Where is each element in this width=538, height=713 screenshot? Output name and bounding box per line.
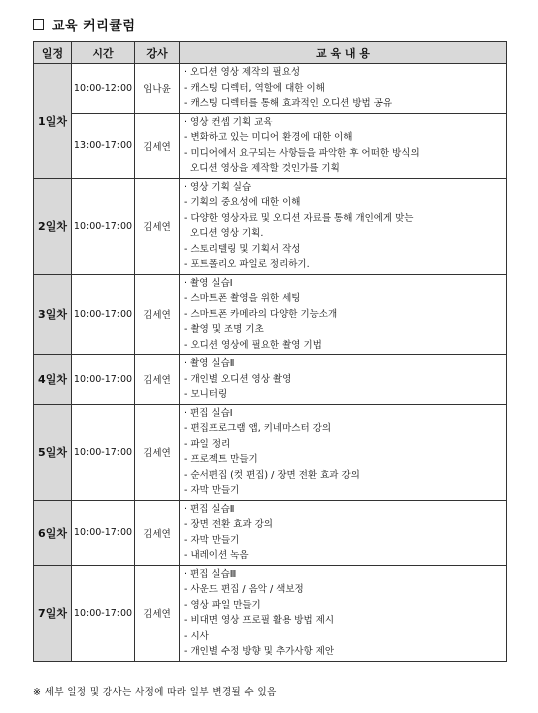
curriculum-body <box>34 64 507 662</box>
content-line: 오디션 영상 기획. <box>184 228 264 239</box>
header-content: 교 육 내 용 <box>180 42 507 64</box>
header-row <box>34 42 507 64</box>
content-line: · 촬영 실습Ⅰ <box>184 277 233 289</box>
table-row <box>34 565 507 661</box>
content-cell <box>180 565 507 661</box>
table-row <box>34 113 507 178</box>
header-time: 시간 <box>72 42 135 64</box>
content-line: - 스마트폰 카메라의 다양한 기능소개 <box>184 308 338 320</box>
content-line: - 편집프로그램 앱, 키네마스터 강의 <box>184 423 332 434</box>
header-instructor: 강사 <box>135 42 180 64</box>
day-cell: 7일차 <box>34 565 72 661</box>
content-cell <box>180 500 507 565</box>
instructor-cell: 김세연 <box>135 178 180 274</box>
day-cell: 1일차 <box>34 64 72 179</box>
time-cell: 10:00-17:00 <box>72 274 135 355</box>
time-cell: 10:00-17:00 <box>72 500 135 565</box>
content-line: - 개인별 수정 방향 및 추가사항 제안 <box>184 646 335 657</box>
content-line: - 프로젝트 만들기 <box>184 454 258 465</box>
content-line: · 편집 실습Ⅲ <box>184 568 237 580</box>
instructor-cell: 김세연 <box>135 404 180 500</box>
content-line: - 캐스팅 디렉터, 역할에 대한 이해 <box>184 82 325 94</box>
time-cell: 10:00-12:00 <box>72 64 135 114</box>
checkbox-square-icon <box>33 19 44 30</box>
content-cell <box>180 113 507 178</box>
content-line: - 기획의 중요성에 대한 이해 <box>184 197 301 208</box>
curriculum-table <box>33 41 507 662</box>
content-line: - 사운드 편집 / 음악 / 색보정 <box>184 584 304 595</box>
content-line: - 영상 파일 만들기 <box>184 599 261 611</box>
content-line: - 장면 전환 효과 강의 <box>184 519 273 530</box>
time-cell: 10:00-17:00 <box>72 178 135 274</box>
document-title <box>33 14 135 34</box>
content-line: - 포트폴리오 파일로 정리하기. <box>184 259 310 270</box>
content-cell <box>180 355 507 405</box>
content-line: - 촬영 및 조명 기초 <box>184 324 264 335</box>
content-line: - 내레이션 녹음 <box>184 550 249 561</box>
instructor-cell: 임나윤 <box>135 64 180 114</box>
day-cell: 3일차 <box>34 274 72 355</box>
table-row <box>34 274 507 355</box>
content-line: - 순서편집 (컷 편집) / 장면 전환 효과 강의 <box>184 469 360 481</box>
footnote: ※ 세부 일정 및 강사는 사정에 따라 일부 변경될 수 있음 <box>33 687 277 698</box>
content-line: - 자막 만들기 <box>184 534 240 546</box>
content-line: · 영상 기획 실습 <box>184 181 252 193</box>
content-line: - 스토리텔링 및 기획서 작성 <box>184 243 301 255</box>
title-text: 교육 커리큘럼 <box>52 18 136 34</box>
content-line: · 편집 실습Ⅱ <box>184 503 235 515</box>
instructor-cell: 김세연 <box>135 500 180 565</box>
instructor-cell: 김세연 <box>135 274 180 355</box>
time-cell: 10:00-17:00 <box>72 404 135 500</box>
day-cell: 4일차 <box>34 355 72 405</box>
content-line: - 파일 정리 <box>184 438 231 450</box>
content-line: - 변화하고 있는 미디어 환경에 대한 이해 <box>184 132 353 143</box>
content-line: - 다양한 영상자료 및 오디션 자료를 통해 개인에게 맞는 <box>184 212 414 224</box>
table-row <box>34 500 507 565</box>
time-cell: 10:00-17:00 <box>72 355 135 405</box>
table-row <box>34 64 507 114</box>
day-cell: 2일차 <box>34 178 72 274</box>
content-line: · 오디션 영상 제작의 필요성 <box>184 67 301 78</box>
instructor-cell: 김세연 <box>135 113 180 178</box>
content-cell <box>180 64 507 114</box>
day-cell: 6일차 <box>34 500 72 565</box>
content-line: - 시사 <box>184 630 209 642</box>
instructor-cell: 김세연 <box>135 355 180 405</box>
content-line: - 개인별 오디션 영상 촬영 <box>184 373 292 385</box>
content-cell <box>180 274 507 355</box>
day-cell: 5일차 <box>34 404 72 500</box>
time-cell: 13:00-17:00 <box>72 113 135 178</box>
content-line: · 촬영 실습Ⅱ <box>184 358 235 369</box>
content-line: - 자막 만들기 <box>184 485 240 496</box>
instructor-cell: 김세연 <box>135 565 180 661</box>
table-row <box>34 404 507 500</box>
content-line: - 오디션 영상에 필요한 촬영 기법 <box>184 339 322 351</box>
content-line: · 영상 컨셉 기획 교육 <box>184 116 273 128</box>
table-row <box>34 178 507 274</box>
content-line: - 캐스팅 디렉터를 통해 효과적인 오디션 방법 공유 <box>184 98 393 109</box>
content-line: - 비대면 영상 프로필 활용 방법 제시 <box>184 615 335 626</box>
content-cell <box>180 404 507 500</box>
content-line: · 편집 실습Ⅰ <box>184 407 233 419</box>
header-day: 일정 <box>34 42 72 64</box>
table-row <box>34 355 507 405</box>
content-line: - 스마트폰 촬영을 위한 세팅 <box>184 293 301 304</box>
time-cell: 10:00-17:00 <box>72 565 135 661</box>
content-line: - 모니터링 <box>184 389 228 400</box>
content-line: - 미디어에서 요구되는 사항들을 파악한 후 어떠한 방식의 <box>184 147 420 159</box>
content-line: 오디션 영상을 제작할 것인가를 기획 <box>184 163 340 174</box>
content-cell <box>180 178 507 274</box>
